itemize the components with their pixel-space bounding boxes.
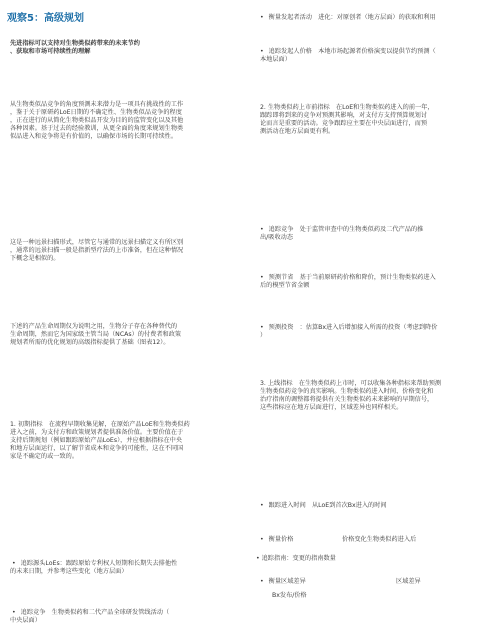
para3-line-2: 生命周期，然而它为国家级主管当局（NCAs）的付费者和政策 [10, 331, 182, 338]
bullet-track-competition-cont: 中央层面） [10, 617, 41, 624]
para-r3-line-3: 治疗指南的调整都将提供有关生物类似药未来影响的早期信号， [260, 396, 434, 403]
para4-line-3: 支持后期规划（例如跟踪原始产品LoEs），并应根据指标在中央 [10, 437, 183, 444]
para-r2-line-4: 测活动在地方层面更有利。 [260, 128, 335, 135]
para-r3-line-4: 这些指标应在地方层面进行，区域差异也同样相关。 [260, 404, 403, 411]
para1-line-2: ，鉴于关于原研药LoE日期的不确定性、生物类似品竞争的程度 [10, 109, 182, 116]
bullet-forecast-savings: • 预测节省 基于当前原研药价格和降价，预计生物类似药进入 [260, 274, 436, 282]
bullet-measure-price: • 衡量价格 [260, 536, 293, 544]
para2-line-2: ，通常的远景扫描一般是指新型疗法的上市准备，但在这种情况 [10, 247, 184, 254]
regional-diff-label: 区域差异 [396, 578, 421, 585]
para2-line-3: 下概念是相似的。 [10, 255, 60, 262]
intro-line-1: 先进指标可以支持对生物类似药带来的未来节约 [10, 40, 140, 47]
para-r3-line-1: 3. 上线指标 在生物类似药上市时，可以收集各种指标来帮助预测 [260, 380, 442, 387]
para4-line-2: 进入之前，为支付方和政策规划者提供准备价值。主要价值在于 [10, 429, 184, 436]
bullet-forecast-savings-cont: 后的模型节省金额 [260, 282, 310, 289]
bullet-track-guidelines: • 追踪指南：变更的指南数量 [256, 555, 336, 562]
para-r2-line-2: 跟踪即将到来的竞争对预测其影响，对支付方支持预算规划讨 [260, 112, 428, 119]
bullet-track-review-cont: 出/吸收动态 [260, 234, 294, 241]
para4-line-5: 家是不确定的或一致的。 [10, 453, 79, 460]
para-r3-line-2: 生物类似药竞争的真实影响。生物类似药进入时间、价格变化和 [260, 388, 434, 395]
measure-price-desc: 价格变化生物类似药进入后 [342, 536, 417, 543]
para1-line-1: 从生物类似品竞争的角度预测未来潜力是一项具有挑战性的工作 [10, 101, 184, 108]
section-heading: 观察5：高级规划 [7, 13, 84, 24]
bullet-track-loe-cont: 的未来日期，并参考这些变化（地方层面） [10, 568, 128, 575]
para2-line-1: 这是一种远景扫描形式，尽管它与通常的远景扫描定义有所区别 [10, 239, 184, 246]
bullet-regional-diff: • 衡量区域差异 [260, 578, 306, 586]
bx-launch-price: Bx发布/价格 [272, 592, 307, 599]
para-r2-line-1: 2. 生物类似药上市前指标 在LoE和生物类似药进入的前一年， [260, 104, 434, 111]
para3-line-3: 规划者所需的优化规划的高级指标提供了基础（图表12）。 [10, 339, 170, 346]
bullet-originator-activity: • 衡量发起者活动 进化：对原创者（地方层面）的获取和利用 [260, 14, 436, 22]
intro-line-2: 、获取和市场可持续性的理解 [10, 48, 91, 55]
bullet-entry-time: • 跟踪进入时间 从LoE到首次Bx进入的时间 [260, 502, 387, 510]
bullet-originator-price: • 追踪发起人价格 本地市场起源者价格演变以提供节约预测（ [260, 48, 436, 56]
para3-line-1: 下述的产品生命周期仅为说明之用，生物分子存在各种替代的 [10, 323, 178, 330]
para1-line-3: ，正在进行的从简化生物类似品开发为目的的监管变化以及其他 [10, 117, 184, 124]
para4-line-4: 和地方层面运行，以了解节省成本和竞争的可能性，这在不同国 [10, 445, 184, 452]
bullet-originator-price-cont: 本地层面） [260, 56, 291, 63]
bullet-forecast-investment-cont: ） [260, 332, 267, 339]
bullet-track-competition: • 追踪竞争 生物类似药和二代产品全球研发管线活动（ [12, 609, 169, 617]
para4-line-1: 1. 初期指标 在流程早期收集见解，在原始产品LoE和生物类似药 [10, 421, 190, 428]
bullet-forecast-investment: • 预测投资 ：估算Bx进入后增加接入所需的投资（考虑到降价 [260, 324, 437, 332]
bullet-track-loe: • 追踪源头LoEs：跟踪原始专利权人短期和长期失去排他性 [12, 560, 177, 568]
para1-line-4: 各种因素。基于过去的经验教训，从更全面的角度来规划生物类 [10, 125, 184, 132]
bullet-track-review: • 追踪竞争 处于监管审查中的生物类似药及二代产品的推 [260, 226, 423, 234]
para1-line-5: 似品进入和竞争将是有价值的，以确保市场的长期可持续性。 [10, 133, 178, 140]
para-r2-line-3: 论而言是重要的活动。竞争跟踪应主要在中央层面进行，而预 [260, 120, 428, 127]
